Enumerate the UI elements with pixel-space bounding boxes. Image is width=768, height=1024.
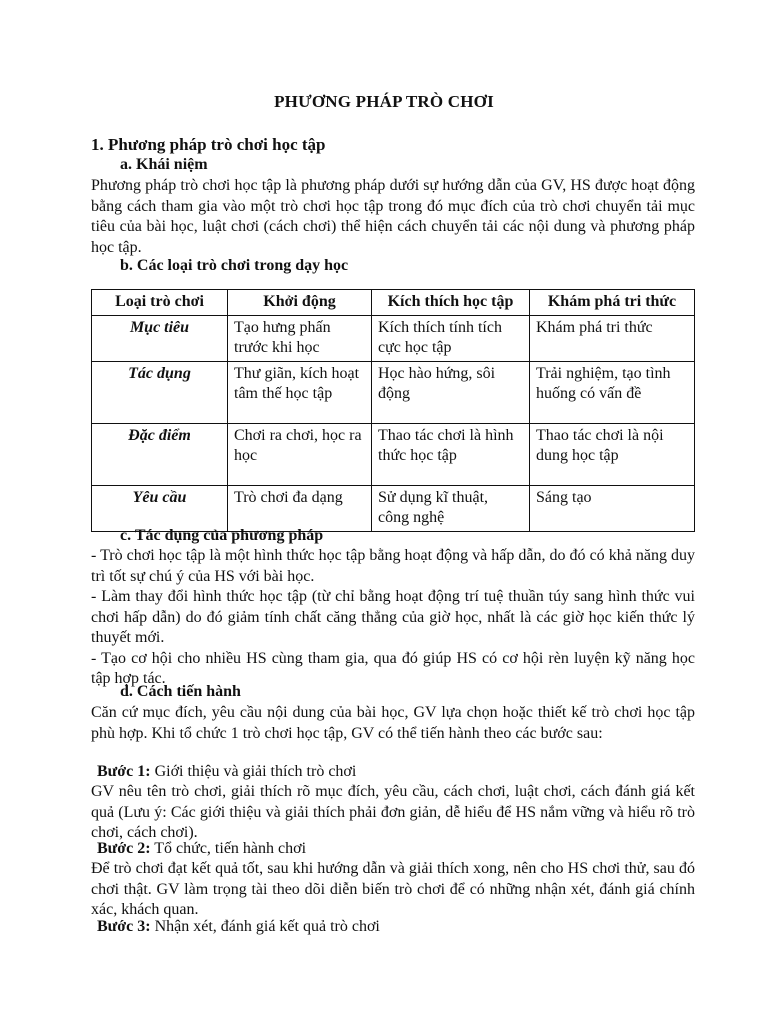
procedure-intro-text: Căn cứ mục đích, yêu cầu nội dung của bài học, GV lựa chọn hoặc thiết kế trò chơi học tập phù hợp. Khi tổ chức 1 trò chơi học tập, GV có thể tiến hành theo các bước sau: bbox=[91, 704, 695, 742]
list-item: - Tạo cơ hội cho nhiều HS cùng tham gia, qua đó giúp HS có cơ hội rèn luyện kỹ năng học tập hợp tác. bbox=[91, 649, 695, 687]
row-label: Yêu cầu bbox=[92, 486, 228, 532]
table-row bbox=[92, 424, 695, 486]
list-item: - Làm thay đổi hình thức học tập (từ chỉ bằng hoạt động trí tuệ thuần túy sang hình thức vui chơi hấp dẫn) do đó giảm tính chất căng thẳng của giờ học, nhất là các giờ học kiến thức lý thuyết mới. bbox=[91, 588, 695, 646]
table-header-cell: Kích thích học tập bbox=[372, 290, 530, 316]
table-cell: Học hào hứng, sôi động bbox=[372, 362, 530, 424]
section-1-heading: 1. Phương pháp trò chơi học tập bbox=[91, 135, 326, 154]
table-cell: Thao tác chơi là hình thức học tập bbox=[372, 424, 530, 486]
table-cell: Tạo hưng phấn trước khi học bbox=[228, 316, 372, 362]
concept-paragraph bbox=[91, 176, 695, 258]
table-cell: Khám phá tri thức bbox=[530, 316, 695, 362]
table-cell: Thao tác chơi là nội dung học tập bbox=[530, 424, 695, 486]
table-cell: Kích thích tính tích cực học tập bbox=[372, 316, 530, 362]
step-2-title: Tổ chức, tiến hành chơi bbox=[150, 840, 307, 857]
subsection-d-heading: d. Cách tiến hành bbox=[120, 683, 241, 700]
effects-list bbox=[91, 546, 695, 690]
row-label: Mục tiêu bbox=[92, 316, 228, 362]
row-label: Đặc điểm bbox=[92, 424, 228, 486]
table-cell: Trải nghiệm, tạo tình huống có vấn đề bbox=[530, 362, 695, 424]
procedure-intro bbox=[91, 703, 695, 744]
row-label: Tác dụng bbox=[92, 362, 228, 424]
step-3-heading bbox=[97, 918, 380, 936]
step-1-title: Giới thiệu và giải thích trò chơi bbox=[150, 763, 357, 780]
subsection-c-heading: c. Tác dụng của phương pháp bbox=[120, 527, 324, 544]
table-row bbox=[92, 362, 695, 424]
step-2-text: Để trò chơi đạt kết quả tốt, sau khi hướng dẫn và giải thích xong, nên cho HS chơi thử, sau đó chơi thật. GV làm trọng tài theo dõi diễn biến trò chơi để có những nhận xét, đánh giá chính xác, khách quan. bbox=[91, 860, 695, 918]
table-header-row bbox=[92, 290, 695, 316]
step-1-text: GV nêu tên trò chơi, giải thích rõ mục đích, yêu cầu, cách chơi, luật chơi, cách đánh giá kết quả (Lưu ý: Các giới thiệu và giải thích phải đơn giản, dễ hiểu để HS nắm vững và hiểu rõ trò chơi, cách chơi). bbox=[91, 783, 695, 841]
table-cell: Sáng tạo bbox=[530, 486, 695, 532]
list-item: - Trò chơi học tập là một hình thức học tập bằng hoạt động và hấp dẫn, do đó có khả năng duy trì tốt sự chú ý của HS với bài học. bbox=[91, 547, 695, 585]
table-row bbox=[92, 316, 695, 362]
step-2-paragraph bbox=[91, 859, 695, 921]
step-1-heading bbox=[97, 763, 356, 781]
step-3-label: Bước 3: bbox=[97, 918, 151, 935]
table-header-cell: Khởi động bbox=[228, 290, 372, 316]
step-3-title: Nhận xét, đánh giá kết quả trò chơi bbox=[150, 918, 380, 935]
step-1-label: Bước 1: bbox=[97, 763, 151, 780]
subsection-a-heading: a. Khái niệm bbox=[120, 156, 208, 173]
step-1-paragraph bbox=[91, 782, 695, 844]
game-types-table bbox=[91, 289, 695, 532]
step-2-label: Bước 2: bbox=[97, 840, 151, 857]
document-title: PHƯƠNG PHÁP TRÒ CHƠI bbox=[274, 92, 494, 111]
table-cell: Sử dụng kĩ thuật, công nghệ bbox=[372, 486, 530, 532]
table-header-cell: Loại trò chơi bbox=[92, 290, 228, 316]
table-cell: Trò chơi đa dạng bbox=[228, 486, 372, 532]
step-2-heading bbox=[97, 840, 306, 858]
table-row bbox=[92, 486, 695, 532]
concept-text: Phương pháp trò chơi học tập là phương pháp dưới sự hướng dẫn của GV, HS được hoạt động bằng cách tham gia vào một trò chơi học tập trong đó mục đích của trò chơi chuyển tải mục tiêu của bài học, luật chơi (cách chơi) thể hiện cách chuyển tải các nội dung và phương pháp học tập. bbox=[91, 177, 695, 256]
subsection-b-heading: b. Các loại trò chơi trong dạy học bbox=[120, 257, 349, 274]
table-cell: Chơi ra chơi, học ra học bbox=[228, 424, 372, 486]
table-header-cell: Khám phá tri thức bbox=[530, 290, 695, 316]
table-cell: Thư giãn, kích hoạt tâm thế học tập bbox=[228, 362, 372, 424]
